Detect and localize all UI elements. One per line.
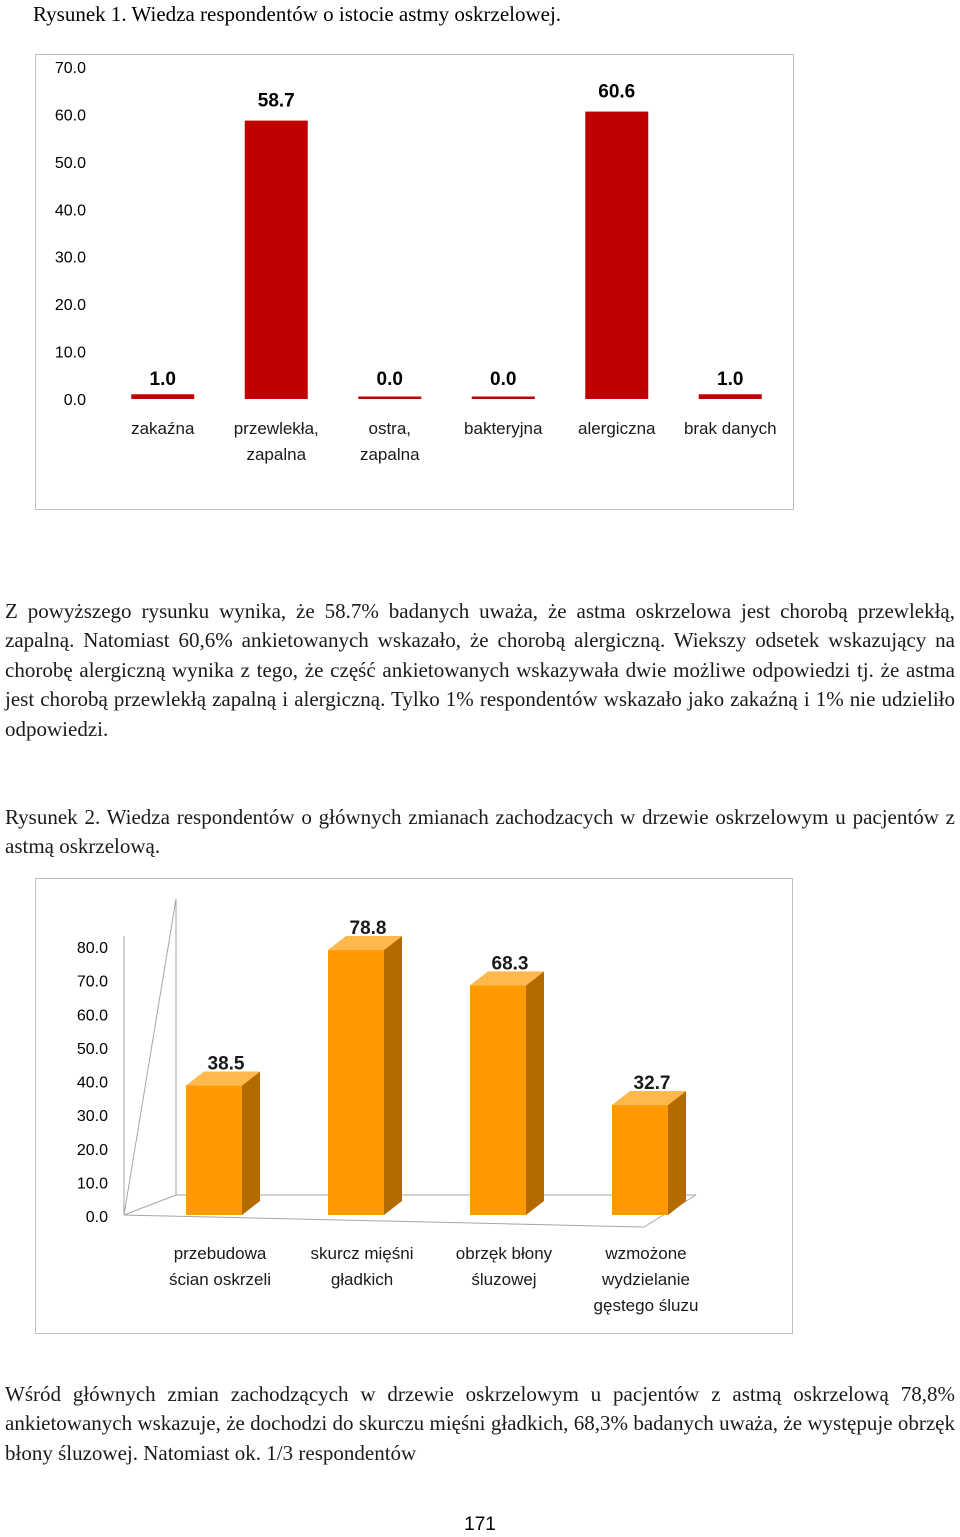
y-tick-label: 10.0 [76, 1175, 108, 1193]
data-label: 0.0 [376, 369, 403, 390]
bar-side [384, 936, 402, 1215]
category-label: ścian oskrzeli [168, 1270, 272, 1289]
y-tick-label: 70.0 [76, 973, 108, 991]
category-label: przewlekła, [233, 419, 319, 438]
paragraph-1: Z powyższego rysunku wynika, że 58.7% badanych uważa, że astma oskrzelowa jest chorobą przewlekłą, zapalną. Natomiast 60,6% ankietowanych wskazało, że chorobą alergiczną. Wiekszy odsetek wskazujący na chorobę alergiczną wynika z tego, że część ankietowanych wskazywała dwie możliwe odpowiedzi tj. że astma jest chorobą przewlekłą zapalną i alergiczną. Tylko 1% respondentów wskazało jako zakaźną i 1% nie udzieliło odpowiedzi. [5, 599, 955, 741]
category-label: bakteryjna [464, 419, 543, 438]
category-label: gęstego śluzu [593, 1296, 699, 1315]
y-tick-label: 10.0 [54, 344, 86, 362]
bar [472, 397, 535, 400]
category-label: ostra, [368, 419, 412, 438]
category-label: skurcz mięśni [310, 1244, 414, 1263]
category-label: wydzielanie [602, 1270, 690, 1289]
floor-front-edge [124, 1215, 644, 1227]
y-tick-label: 20.0 [54, 297, 86, 315]
y-tick-label: 70.0 [54, 60, 86, 77]
figure2-3d-bar-chart [36, 879, 792, 1333]
y-tick-label: 20.0 [76, 1141, 108, 1159]
data-label: 68.3 [491, 953, 529, 975]
bar [328, 950, 384, 1215]
data-label: 0.0 [490, 369, 517, 390]
bar [186, 1086, 242, 1215]
bar [358, 397, 421, 400]
bar [245, 121, 308, 399]
figure1-bar-chart [36, 55, 793, 509]
y-tick-label: 60.0 [54, 107, 86, 125]
figure2-chart-frame [35, 878, 793, 1334]
y-tick-label: 0.0 [85, 1209, 108, 1226]
bar [585, 112, 648, 399]
y-tick-label: 30.0 [76, 1108, 108, 1126]
data-label: 32.7 [633, 1073, 671, 1095]
figure1-chart-frame [35, 54, 794, 510]
category-label: zapalna [359, 445, 420, 464]
data-label: 1.0 [717, 369, 744, 390]
data-label: 78.8 [349, 918, 387, 940]
data-label: 38.5 [207, 1053, 245, 1075]
paragraph-2: Wśród głównych zmian zachodzących w drzewie oskrzelowym u pacjentów z astmą oskrzelową 78,8% ankietowanych wskazuje, że dochodzi do skurczu mięśni gładkich, 68,3% badanych uważa, że występuje obrzęk błony śluzowej. Natomiast ok. 1/3 respondentów [5, 1382, 955, 1465]
bar [131, 394, 194, 399]
category-label: zakaźna [131, 419, 195, 438]
y-tick-label: 50.0 [76, 1040, 108, 1058]
bar-side [242, 1072, 260, 1215]
data-label: 1.0 [149, 369, 176, 390]
page-number: 171 [464, 1514, 496, 1535]
bar [699, 394, 762, 399]
y-tick-label: 80.0 [76, 940, 108, 957]
data-label: 58.7 [257, 90, 295, 112]
category-label: śluzowej [471, 1270, 537, 1289]
category-label: obrzęk błony [455, 1244, 553, 1263]
y-tick-label: 0.0 [63, 392, 86, 409]
y-tick-label: 40.0 [76, 1074, 108, 1092]
y-tick-label: 30.0 [54, 249, 86, 267]
bar [612, 1105, 668, 1215]
category-label: alergiczna [578, 419, 656, 438]
data-label: 60.6 [598, 81, 636, 103]
category-label: przebudowa [173, 1244, 267, 1263]
category-label: brak danych [683, 419, 777, 438]
bar [470, 985, 526, 1215]
category-label: gładkich [330, 1270, 394, 1289]
bar-side [668, 1091, 686, 1215]
bar-side [526, 971, 544, 1215]
y-tick-label: 50.0 [54, 154, 86, 172]
figure1-caption: Rysunek 1. Wiedza respondentów o istocie astmy oskrzelowej. [33, 2, 562, 26]
figure2-caption: Rysunek 2. Wiedza respondentów o głównych zmianach zachodzacych w drzewie oskrzelowym u pacjentów z astmą oskrzelową. [5, 805, 955, 859]
y-tick-label: 40.0 [54, 202, 86, 220]
side-wall-edge [124, 899, 176, 1215]
y-tick-label: 60.0 [76, 1007, 108, 1025]
category-label: wzmożone [605, 1244, 687, 1263]
category-label: zapalna [246, 445, 307, 464]
